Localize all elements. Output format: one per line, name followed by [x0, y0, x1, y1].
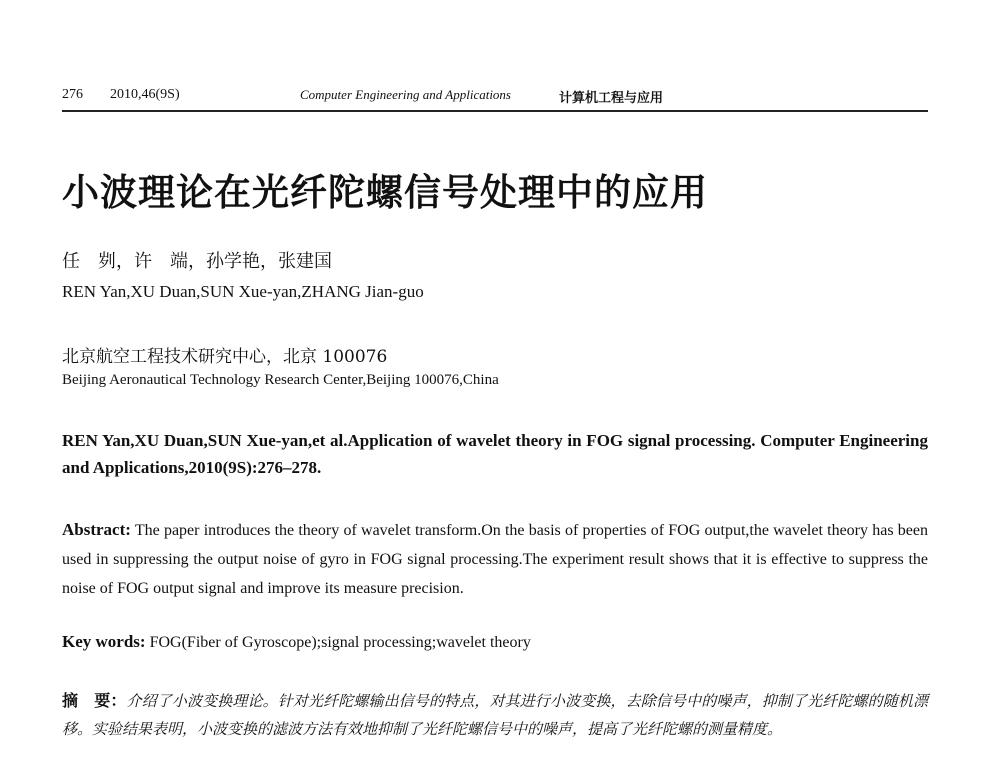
- citation: REN Yan,XU Duan,SUN Xue-yan,et al.Application of wavelet theory in FOG signal processing. Computer Engineering and Applications,2010(9S):276–278.: [62, 431, 928, 477]
- article-title: 小波理论在光纤陀螺信号处理中的应用: [62, 170, 708, 214]
- journal-name-cn: 计算机工程与应用: [559, 91, 664, 106]
- authors-english: REN Yan,XU Duan,SUN Xue-yan,ZHANG Jian-guo: [62, 282, 424, 301]
- keywords: [62, 632, 928, 652]
- keywords-label: Key words:: [62, 632, 146, 651]
- header-divider: [62, 110, 928, 112]
- issue-info: 2010,46(9S): [110, 87, 180, 102]
- affiliation-english: Beijing Aeronautical Technology Research Center,Beijing 100076,China: [62, 372, 499, 388]
- journal-name-en: Computer Engineering and Applications: [300, 87, 511, 102]
- abstract-en: [62, 515, 928, 603]
- abstract-label: Abstract:: [62, 520, 131, 539]
- authors-chinese: 任 刿，许 端，孙学艳，张建国: [62, 251, 332, 272]
- affiliation-chinese: 北京航空工程技术研究中心，北京 100076: [62, 347, 388, 367]
- keywords-text: FOG(Fiber of Gyroscope);signal processing;wavelet theory: [149, 634, 531, 651]
- running-header: [62, 87, 928, 109]
- abstract-chinese: [62, 687, 928, 743]
- abstract-text: The paper introduces the theory of wavelet transform.On the basis of properties of FOG output,the wavelet theory has been used in suppressing the output noise of gyro in FOG signal processing.The experiment result shows that it is effective to suppress the noise of FOG output signal and improve its measure precision.: [62, 522, 928, 597]
- abstract-cn-label: 摘 要：: [62, 691, 127, 710]
- page-number: 276: [62, 87, 83, 102]
- abstract-cn-text: 介绍了小波变换理论。针对光纤陀螺输出信号的特点，对其进行小波变换，去除信号中的噪声，抑制了光纤陀螺的随机漂移。实验结果表明，小波变换的滤波方法有效地抑制了光纤陀螺信号中的噪声，提高了光纤陀螺的测量精度。: [62, 692, 928, 738]
